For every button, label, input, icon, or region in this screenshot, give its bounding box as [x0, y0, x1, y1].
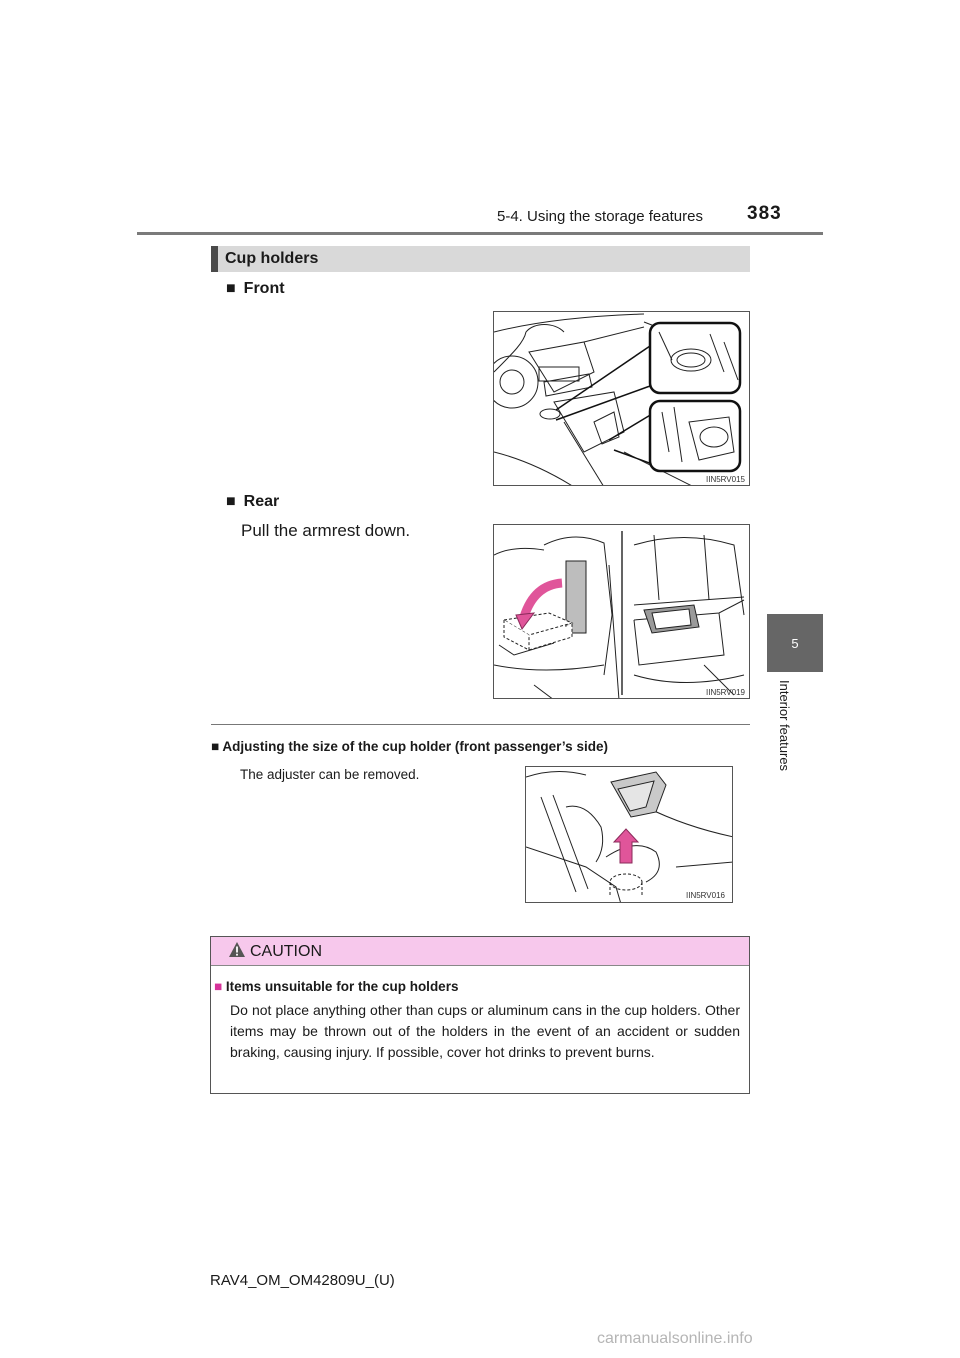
note-heading: [211, 739, 608, 754]
square-bullet-icon: ■: [211, 739, 220, 754]
caution-title: CAUTION: [250, 943, 322, 960]
front-figure-code: IIN5RV015: [706, 475, 745, 484]
note-text: The adjuster can be removed.: [240, 767, 420, 782]
note-heading-text: Adjusting the size of the cup holder (front passenger’s side): [222, 739, 608, 754]
section-heading: Cup holders: [225, 250, 319, 267]
front-cupholder-figure: [493, 311, 750, 486]
front-console-illustration: [494, 312, 750, 486]
note-divider: [211, 724, 750, 725]
adjuster-illustration: [526, 767, 733, 903]
caution-subheading-text: Items unsuitable for the cup holders: [225, 979, 459, 994]
front-subheading: [226, 280, 285, 298]
rear-instruction: Pull the armrest down.: [241, 521, 411, 540]
section-title: 5-4. Using the storage features: [497, 208, 703, 225]
warning-icon: [228, 941, 246, 958]
header-rule: [137, 232, 823, 235]
adjuster-figure-code: IIN5RV016: [686, 891, 725, 900]
document-id: RAV4_OM_OM42809U_(U): [210, 1272, 395, 1289]
caution-body: Do not place anything other than cups or aluminum cans in the cup holders. Other items may be thrown out of the holders in the event of an accident or sudden braking, causing injury. If possible, cover hot drinks to prevent burns.: [230, 1002, 740, 1060]
watermark: carmanualsonline.info: [597, 1330, 753, 1347]
rear-figure-code: IIN5RV019: [706, 688, 745, 697]
adjuster-figure: [525, 766, 733, 903]
chapter-tab: 5: [767, 614, 823, 672]
square-bullet-icon: ■: [214, 979, 223, 994]
square-bullet-icon: ■: [226, 493, 236, 510]
rear-label: Rear: [243, 493, 280, 510]
rear-subheading: [226, 493, 279, 511]
rear-armrest-illustration: [494, 525, 750, 699]
page-number: 383: [747, 203, 782, 224]
rear-cupholder-figure: [493, 524, 750, 699]
square-bullet-icon: ■: [226, 280, 236, 297]
front-label: Front: [243, 280, 285, 297]
chapter-label: Interior features: [777, 680, 792, 772]
caution-subheading: [214, 979, 458, 994]
